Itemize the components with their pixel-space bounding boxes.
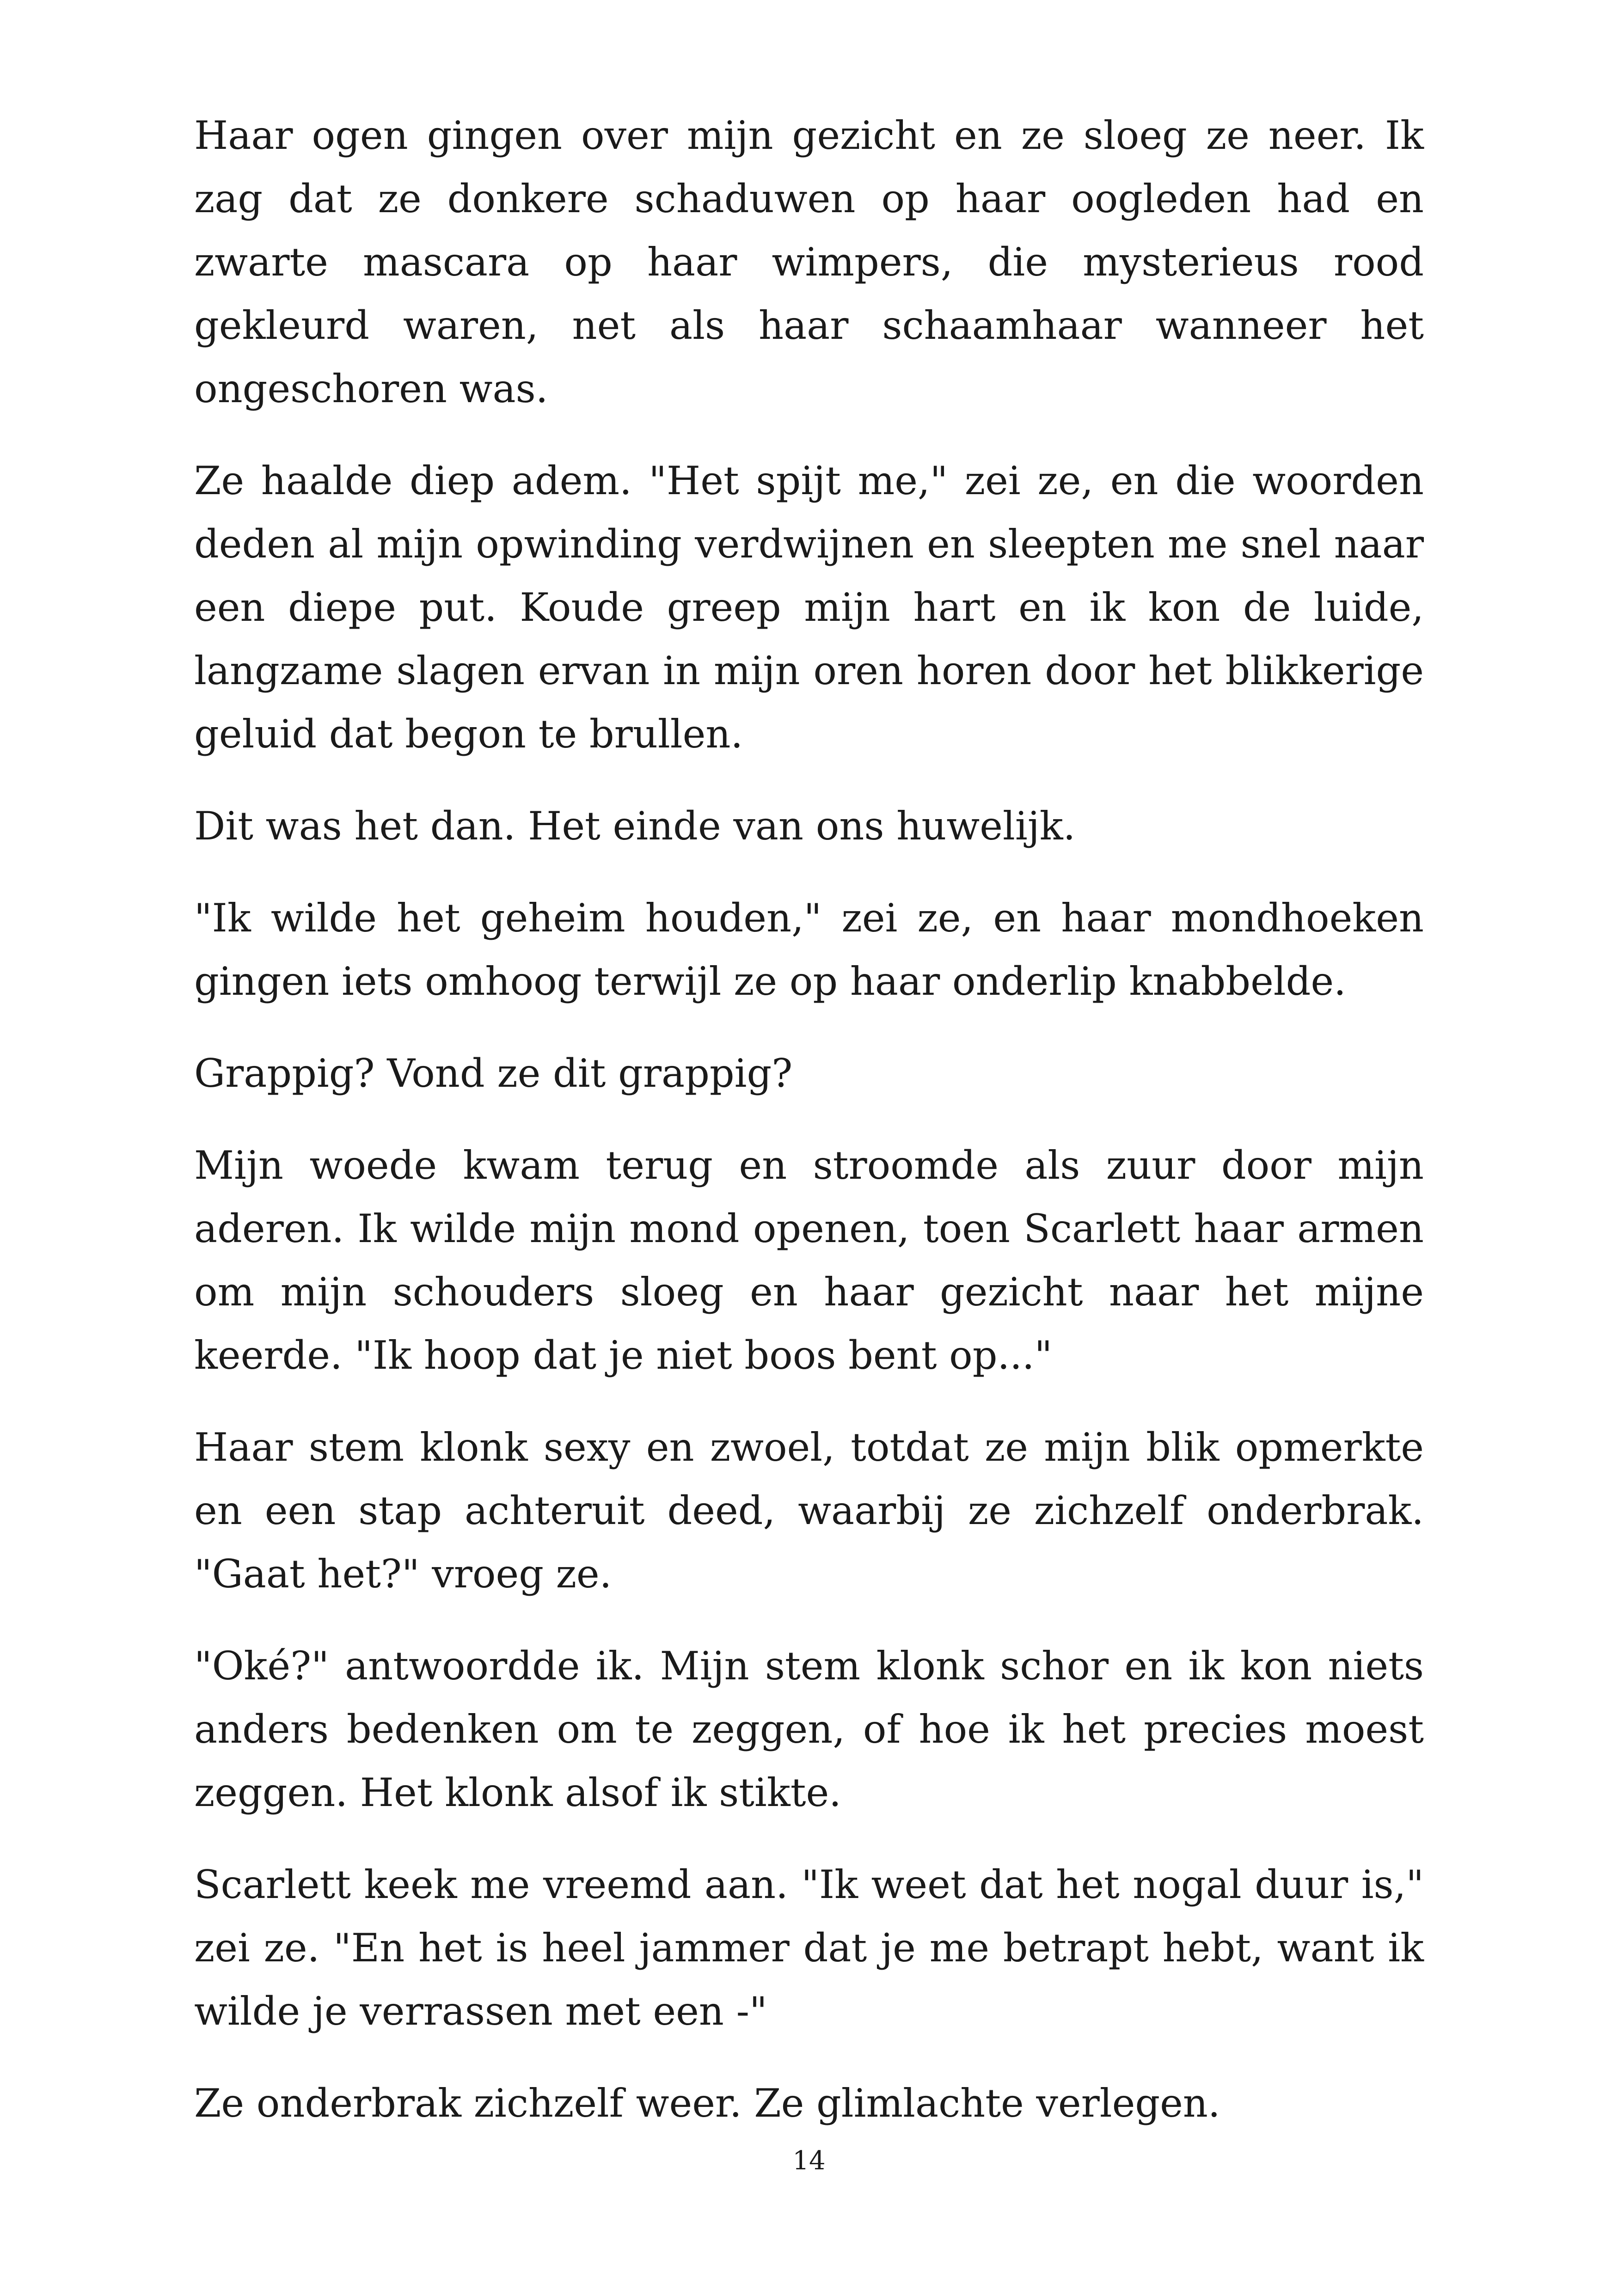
paragraph: Ze haalde diep adem. "Het spijt me," zei ze, en die woorden deden al mijn opwinding verdwijnen en sleepten me snel naar een diepe put. Koude greep mijn hart en ik kon de luide, langzame slagen ervan in mijn oren horen door het blikkerige geluid dat begon te brullen. [194,458,1424,757]
paragraph: Scarlett keek me vreemd aan. "Ik weet dat het nogal duur is," zei ze. "En het is heel jammer dat je me betrapt hebt, want ik wilde je verrassen met een -" [194,1862,1424,2034]
paragraph: "Ik wilde het geheim houden," zei ze, en haar mondhoeken gingen iets omhoog terwijl ze op haar onderlip knabbelde. [194,895,1424,1004]
page-number: 14 [792,2146,826,2176]
paragraph: Grappig? Vond ze dit grappig? [194,1051,793,1096]
paragraph: Mijn woede kwam terug en stroomde als zuur door mijn aderen. Ik wilde mijn mond openen, toen Scarlett haar armen om mijn schouders sloeg en haar gezicht naar het mijne keerde. "Ik hoop dat je niet boos bent op..." [194,1143,1424,1378]
paragraph: "Oké?" antwoordde ik. Mijn stem klonk schor en ik kon niets anders bedenken om te zeggen, of hoe ik het precies moest zeggen. Het klonk alsof ik stikte. [194,1643,1424,1815]
paragraph: Haar ogen gingen over mijn gezicht en ze sloeg ze neer. Ik zag dat ze donkere schaduwen op haar oogleden had en zwarte mascara op haar wimpers, die mysterieus rood gekleurd waren, net als haar schaamhaar wanneer het ongeschoren was. [194,113,1424,411]
paragraph: Ze onderbrak zichzelf weer. Ze glimlachte verlegen. [194,2081,1220,2126]
page-body [194,104,1424,2164]
paragraph: Dit was het dan. Het einde van ons huwelijk. [194,803,1076,849]
paragraph: Haar stem klonk sexy en zwoel, totdat ze mijn blik opmerkte en een stap achteruit deed, waarbij ze zichzelf onderbrak. "Gaat het?" vroeg ze. [194,1425,1424,1597]
